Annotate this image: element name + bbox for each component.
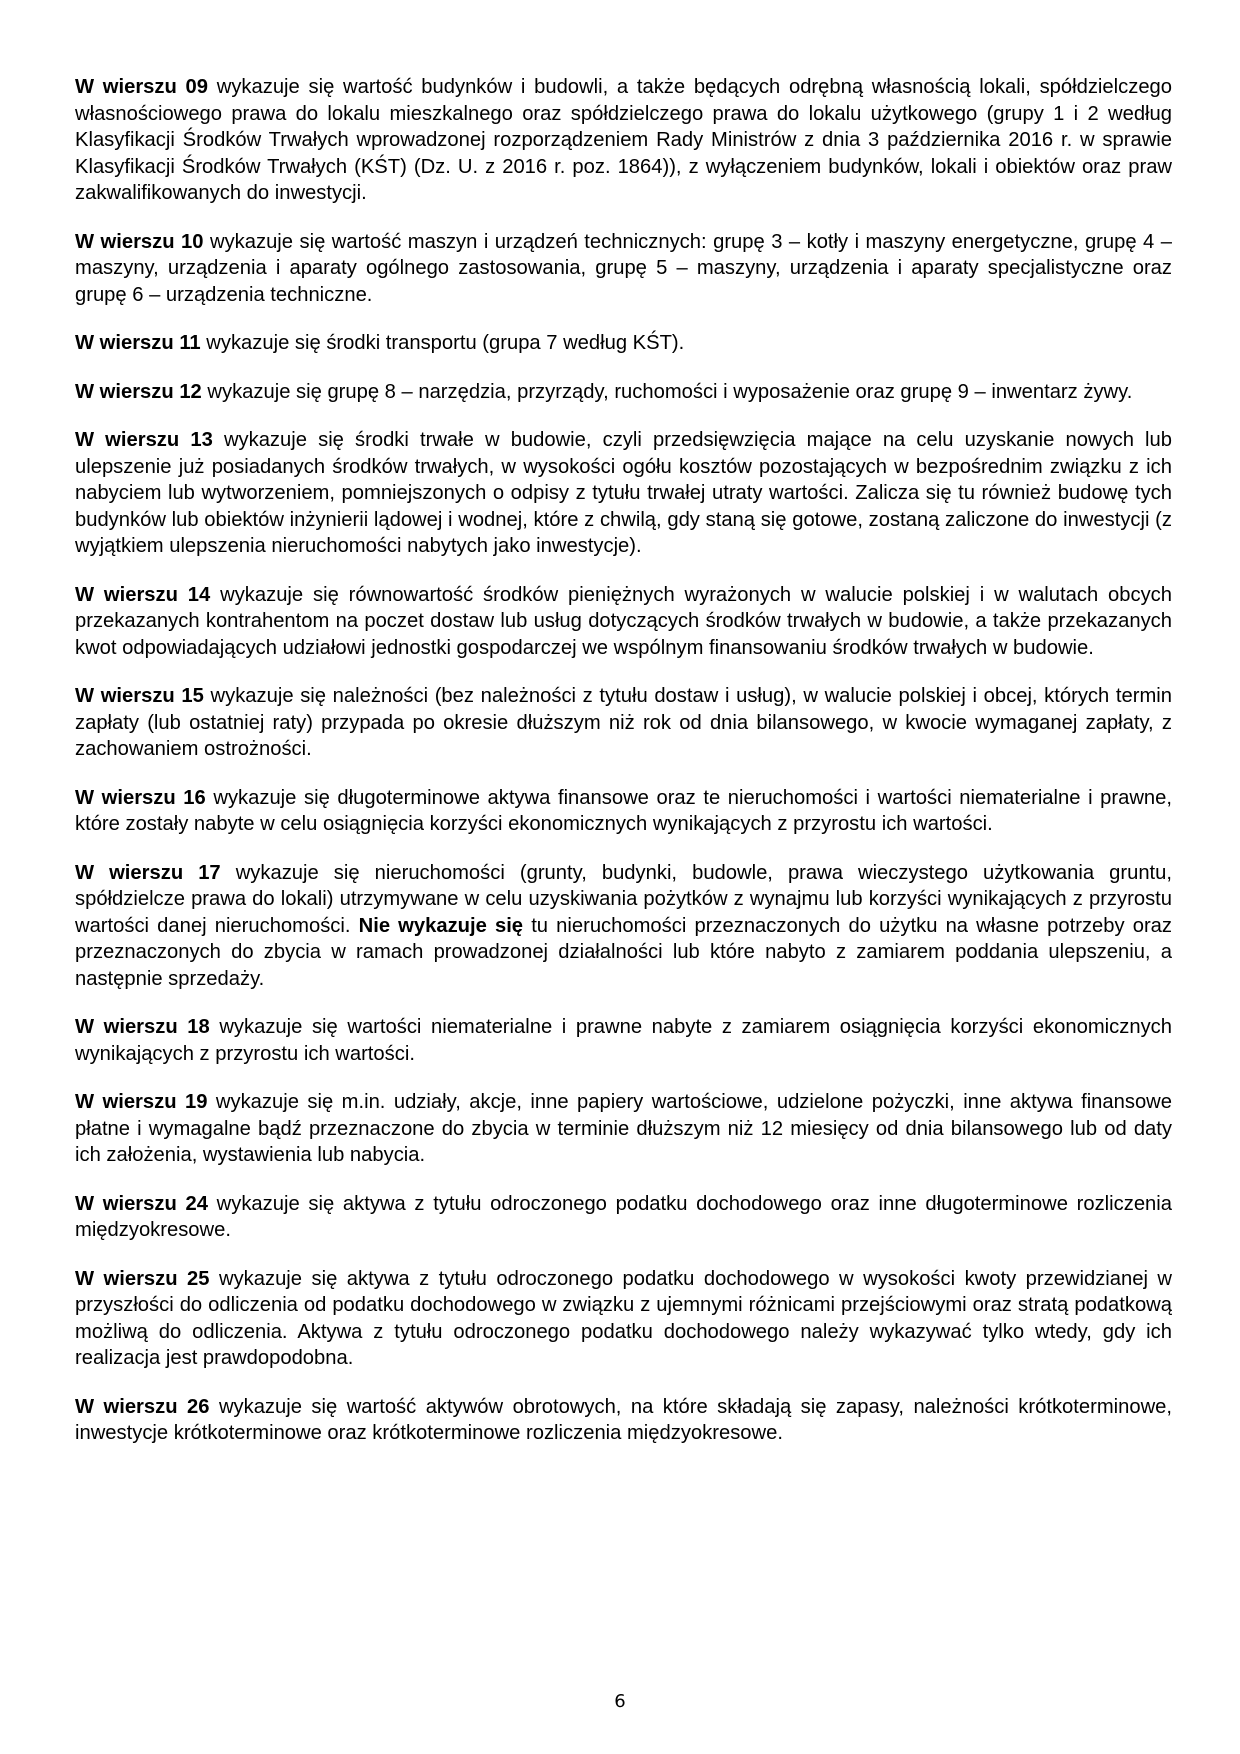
paragraph-text: wykazuje się grupę 8 – narzędzia, przyrządy, ruchomości i wyposażenie oraz grupę 9 – inwentarz żywy. (201, 380, 1133, 403)
paragraph-row-25 (75, 1266, 1172, 1372)
row-label: W wierszu 16 (75, 786, 206, 809)
paragraph-row-16 (75, 785, 1172, 838)
row-label: W wierszu 17 (75, 861, 221, 884)
paragraph-text: wykazuje się długoterminowe aktywa finansowe oraz te nieruchomości i wartości niematerialne i prawne, które zostały nabyte w celu osiągnięcia korzyści ekonomicznych wynikających z przyrostu ich wartości. (75, 786, 1172, 835)
paragraph-row-24 (75, 1191, 1172, 1244)
paragraph-row-11 (75, 330, 1172, 357)
row-label: W wierszu 15 (75, 685, 204, 707)
paragraph-row-14 (75, 582, 1172, 662)
row-label: W wierszu 14 (75, 583, 211, 606)
paragraph-row-13 (75, 427, 1172, 560)
paragraph-text: wykazuje się środki trwałe w budowie, czyli przedsięwzięcia mające na celu uzyskanie nowych lub ulepszenie już posiadanych środków trwałych, w wysokości ogółu kosztów pozostających w bezpośrednim związku z ich nabyciem lub wytworzeniem, pomniejszonych o odpisy z tytułu trwałej utraty wartości. Zalicza się tu również budowę tych budynków lub obiektów inżynierii lądowej i wodnej, które z chwilą, gdy staną się gotowe, zostaną zaliczone do inwestycji (z wyjątkiem ulepszenia nieruchomości nabytych jako inwestycje). (75, 429, 1172, 557)
row-label: W wierszu 18 (75, 1016, 210, 1038)
paragraph-row-09 (75, 74, 1172, 207)
paragraph-row-10 (75, 229, 1172, 309)
paragraph-row-18 (75, 1014, 1172, 1067)
paragraph-text: wykazuje się nieruchomości (grunty, budynki, budowle, prawa wieczystego użytkowania gruntu, spółdzielcze prawa do lokali) utrzymywane w celu uzyskiwania pożytków z wynajmu lub korzyści wynikających z przyrostu wartości danej nieruchomości. (75, 861, 1172, 937)
paragraph-text: wykazuje się aktywa z tytułu odroczonego podatku dochodowego w wysokości kwoty przewidzianej w przyszłości do odliczenia od podatku dochodowego w związku z ujemnymi różnicami przejściowymi oraz stratą podatkową możliwą do odliczenia. Aktywa z tytułu odroczonego podatku dochodowego należy wykazywać tylko wtedy, gdy ich realizacja jest prawdopodobna. (75, 1267, 1173, 1369)
row-label: W wierszu 09 (75, 76, 209, 98)
emphasis-text: Nie wykazuje się (358, 914, 524, 937)
page-number: 6 (614, 1691, 626, 1712)
paragraph-text: wykazuje się aktywa z tytułu odroczonego podatku dochodowego oraz inne długoterminowe rozliczenia międzyokresowe. (75, 1192, 1173, 1241)
paragraph-row-17 (75, 860, 1172, 993)
paragraph-row-19 (75, 1089, 1172, 1169)
paragraph-text: wykazuje się wartość aktywów obrotowych, na które składają się zapasy, należności krótkoterminowe, inwestycje krótkoterminowe oraz krótkoterminowe rozliczenia międzyokresowe. (75, 1395, 1173, 1444)
row-label: W wierszu 19 (75, 1091, 208, 1113)
row-label: W wierszu 13 (75, 429, 213, 451)
document-page (75, 74, 1172, 1469)
paragraph-text: wykazuje się m.in. udziały, akcje, inne papiery wartościowe, udzielone pożyczki, inne aktywa finansowe płatne i wymagalne bądź przeznaczone do zbycia w terminie dłuższym niż 12 miesięcy od dnia bilansowego lub od daty ich założenia, wystawienia lub nabycia. (75, 1091, 1172, 1166)
row-label: W wierszu 12 (75, 380, 202, 403)
paragraph-text: wykazuje się należności (bez należności z tytułu dostaw i usług), w walucie polskiej i obcej, których termin zapłaty (lub ostatniej raty) przypada po okresie dłuższym niż rok od dnia bilansowego, w kwocie wymaganej zapłaty, z zachowaniem ostrożności. (75, 685, 1172, 760)
paragraph-text: wykazuje się wartość maszyn i urządzeń technicznych: grupę 3 – kotły i maszyny energetyczne, grupę 4 – maszyny, urządzenia i aparaty ogólnego zastosowania, grupę 5 – maszyny, urządzenia i aparaty specjalistyczne oraz grupę 6 – urządzenia techniczne. (75, 230, 1172, 306)
paragraph-row-26 (75, 1394, 1172, 1447)
paragraph-row-12 (75, 379, 1172, 406)
paragraph-row-15 (75, 683, 1172, 763)
paragraph-text: wykazuje się wartość budynków i budowli, a także będących odrębną własnością lokali, spółdzielczego własnościowego prawa do lokalu mieszkalnego oraz spółdzielczego prawa do lokalu użytkowego (grupy 1 i 2 według Klasyfikacji Środków Trwałych wprowadzonej rozporządzeniem Rady Ministrów z dnia 3 października 2016 r. w sprawie Klasyfikacji Środków Trwałych (KŚT) (Dz. U. z 2016 r. poz. 1864)), z wyłączeniem budynków, lokali i obiektów oraz praw zakwalifikowanych do inwestycji. (75, 76, 1173, 204)
paragraph-text-continued: tu nieruchomości przeznaczonych do użytku na własne potrzeby oraz przeznaczonych do zbycia w ramach prowadzonej działalności lub które nabyto z zamiarem poddania ulepszeniu, a następnie sprzedaży. (75, 914, 1172, 990)
row-label: W wierszu 25 (75, 1267, 210, 1290)
paragraph-text: wykazuje się wartości niematerialne i prawne nabyte z zamiarem osiągnięcia korzyści ekonomicznych wynikających z przyrostu ich wartości. (75, 1016, 1172, 1065)
row-label: W wierszu 11 (75, 332, 201, 354)
row-label: W wierszu 10 (75, 230, 204, 253)
paragraph-text: wykazuje się równowartość środków pieniężnych wyrażonych w walucie polskiej i w walutach obcych przekazanych kontrahentom na poczet dostaw lub usług dotyczących środków trwałych w budowie, a także przekazanych kwot odpowiadających udziałowi jednostki gospodarczej we wspólnym finansowaniu środków trwałych w budowie. (75, 583, 1172, 659)
row-label: W wierszu 24 (75, 1192, 208, 1215)
paragraph-text: wykazuje się środki transportu (grupa 7 według KŚT). (200, 332, 685, 354)
row-label: W wierszu 26 (75, 1395, 210, 1418)
